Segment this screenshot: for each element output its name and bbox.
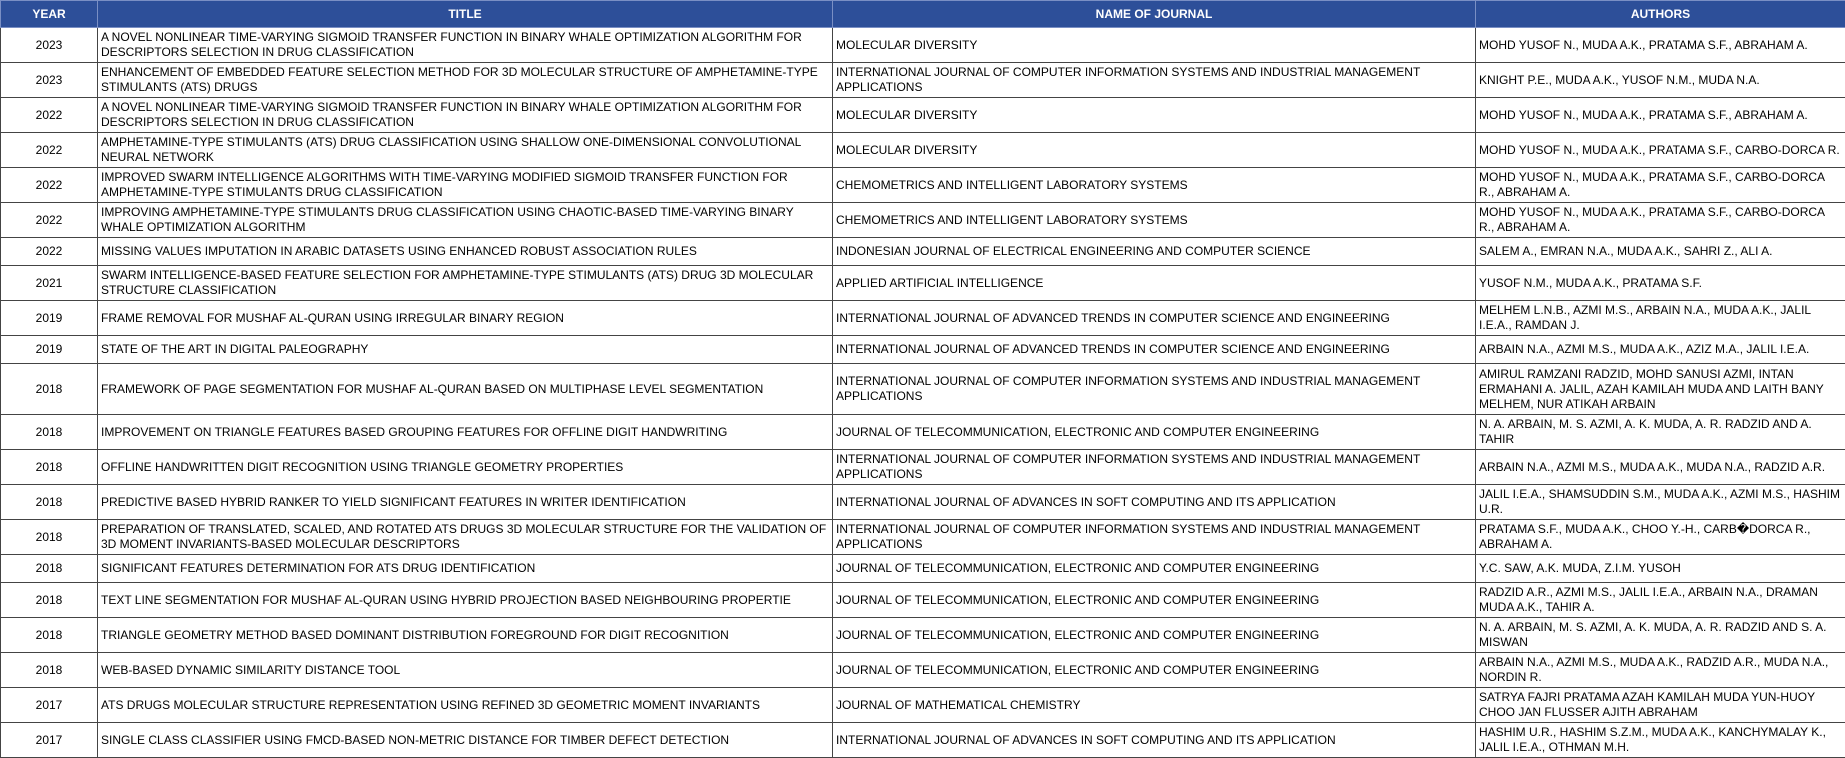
cell-title: SIGNIFICANT FEATURES DETERMINATION FOR ATS DRUG IDENTIFICATION [98,555,833,583]
cell-year: 2018 [1,653,98,688]
cell-authors: ARBAIN N.A., AZMI M.S., MUDA A.K., AZIZ M.A., JALIL I.E.A. [1476,336,1845,364]
cell-title: MISSING VALUES IMPUTATION IN ARABIC DATASETS USING ENHANCED ROBUST ASSOCIATION RULES [98,238,833,266]
cell-authors: AMIRUL RAMZANI RADZID, MOHD SANUSI AZMI, INTAN ERMAHANI A. JALIL, AZAH KAMILAH MUDA AND LAITH BANY MELHEM, NUR ATIKAH ARBAIN [1476,364,1845,415]
cell-title: TEXT LINE SEGMENTATION FOR MUSHAF AL-QURAN USING HYBRID PROJECTION BASED NEIGHBOURING PROPERTIE [98,583,833,618]
cell-title: IMPROVEMENT ON TRIANGLE FEATURES BASED GROUPING FEATURES FOR OFFLINE DIGIT HANDWRITING [98,415,833,450]
cell-journal: CHEMOMETRICS AND INTELLIGENT LABORATORY SYSTEMS [833,168,1476,203]
cell-journal: INTERNATIONAL JOURNAL OF COMPUTER INFORMATION SYSTEMS AND INDUSTRIAL MANAGEMENT APPLICATIONS [833,450,1476,485]
cell-title: IMPROVING AMPHETAMINE-TYPE STIMULANTS DRUG CLASSIFICATION USING CHAOTIC-BASED TIME-VARYING BINARY WHALE OPTIMIZATION ALGORITHM [98,203,833,238]
cell-year: 2018 [1,618,98,653]
cell-year: 2018 [1,520,98,555]
cell-title: OFFLINE HANDWRITTEN DIGIT RECOGNITION USING TRIANGLE GEOMETRY PROPERTIES [98,450,833,485]
cell-year: 2018 [1,364,98,415]
cell-title: AMPHETAMINE-TYPE STIMULANTS (ATS) DRUG CLASSIFICATION USING SHALLOW ONE-DIMENSIONAL CONVOLUTIONAL NEURAL NETWORK [98,133,833,168]
cell-journal: APPLIED ARTIFICIAL INTELLIGENCE [833,266,1476,301]
cell-journal: MOLECULAR DIVERSITY [833,98,1476,133]
table-row [1,723,1845,758]
cell-title: ATS DRUGS MOLECULAR STRUCTURE REPRESENTATION USING REFINED 3D GEOMETRIC MOMENT INVARIANTS [98,688,833,723]
cell-authors: N. A. ARBAIN, M. S. AZMI, A. K. MUDA, A. R. RADZID AND S. A. MISWAN [1476,618,1845,653]
table-row [1,555,1845,583]
cell-year: 2022 [1,98,98,133]
cell-title: A NOVEL NONLINEAR TIME-VARYING SIGMOID TRANSFER FUNCTION IN BINARY WHALE OPTIMIZATION ALGORITHM FOR DESCRIPTORS SELECTION IN DRUG CLASSIFICATION [98,28,833,63]
cell-authors: HASHIM U.R., HASHIM S.Z.M., MUDA A.K., KANCHYMALAY K., JALIL I.E.A., OTHMAN M.H. [1476,723,1845,758]
cell-year: 2022 [1,203,98,238]
cell-journal: JOURNAL OF MATHEMATICAL CHEMISTRY [833,688,1476,723]
table-row [1,450,1845,485]
cell-title: TRIANGLE GEOMETRY METHOD BASED DOMINANT DISTRIBUTION FOREGROUND FOR DIGIT RECOGNITION [98,618,833,653]
cell-authors: PRATAMA S.F., MUDA A.K., CHOO Y.-H., CARB�DORCA R., ABRAHAM A. [1476,520,1845,555]
cell-title: WEB-BASED DYNAMIC SIMILARITY DISTANCE TOOL [98,653,833,688]
cell-title: SINGLE CLASS CLASSIFIER USING FMCD-BASED NON-METRIC DISTANCE FOR TIMBER DEFECT DETECTION [98,723,833,758]
cell-year: 2017 [1,688,98,723]
cell-journal: JOURNAL OF TELECOMMUNICATION, ELECTRONIC AND COMPUTER ENGINEERING [833,653,1476,688]
table-row [1,583,1845,618]
cell-title: A NOVEL NONLINEAR TIME-VARYING SIGMOID TRANSFER FUNCTION IN BINARY WHALE OPTIMIZATION ALGORITHM FOR DESCRIPTORS SELECTION IN DRUG CLASSIFICATION [98,98,833,133]
cell-journal: JOURNAL OF TELECOMMUNICATION, ELECTRONIC AND COMPUTER ENGINEERING [833,555,1476,583]
header-journal[interactable]: NAME OF JOURNAL [833,1,1476,28]
table-row [1,364,1845,415]
table-row [1,266,1845,301]
cell-authors: SALEM A., EMRAN N.A., MUDA A.K., SAHRI Z., ALI A. [1476,238,1845,266]
table-row [1,63,1845,98]
header-row [1,1,1845,28]
table-row [1,415,1845,450]
cell-authors: ARBAIN N.A., AZMI M.S., MUDA A.K., MUDA N.A., RADZID A.R. [1476,450,1845,485]
cell-journal: INTERNATIONAL JOURNAL OF ADVANCES IN SOFT COMPUTING AND ITS APPLICATION [833,723,1476,758]
cell-year: 2018 [1,415,98,450]
table-row [1,688,1845,723]
cell-year: 2018 [1,485,98,520]
cell-journal: INTERNATIONAL JOURNAL OF ADVANCES IN SOFT COMPUTING AND ITS APPLICATION [833,485,1476,520]
cell-title: SWARM INTELLIGENCE-BASED FEATURE SELECTION FOR AMPHETAMINE-TYPE STIMULANTS (ATS) DRUG 3D MOLECULAR STRUCTURE CLASSIFICATION [98,266,833,301]
cell-year: 2023 [1,63,98,98]
cell-year: 2019 [1,336,98,364]
cell-title: STATE OF THE ART IN DIGITAL PALEOGRAPHY [98,336,833,364]
cell-year: 2017 [1,723,98,758]
cell-title: IMPROVED SWARM INTELLIGENCE ALGORITHMS WITH TIME-VARYING MODIFIED SIGMOID TRANSFER FUNCTION FOR AMPHETAMINE-TYPE STIMULANTS DRUG CLASSIFICATION [98,168,833,203]
table-row [1,238,1845,266]
cell-authors: YUSOF N.M., MUDA A.K., PRATAMA S.F. [1476,266,1845,301]
cell-journal: INTERNATIONAL JOURNAL OF COMPUTER INFORMATION SYSTEMS AND INDUSTRIAL MANAGEMENT APPLICATIONS [833,63,1476,98]
table-row [1,133,1845,168]
cell-journal: JOURNAL OF TELECOMMUNICATION, ELECTRONIC AND COMPUTER ENGINEERING [833,618,1476,653]
cell-authors: SATRYA FAJRI PRATAMA AZAH KAMILAH MUDA YUN-HUOY CHOO JAN FLUSSER AJITH ABRAHAM [1476,688,1845,723]
cell-year: 2022 [1,238,98,266]
cell-authors: N. A. ARBAIN, M. S. AZMI, A. K. MUDA, A. R. RADZID AND A. TAHIR [1476,415,1845,450]
header-authors[interactable]: AUTHORS [1476,1,1845,28]
cell-authors: Y.C. SAW, A.K. MUDA, Z.I.M. YUSOH [1476,555,1845,583]
table-row [1,301,1845,336]
cell-journal: CHEMOMETRICS AND INTELLIGENT LABORATORY SYSTEMS [833,203,1476,238]
table-row [1,618,1845,653]
cell-authors: MOHD YUSOF N., MUDA A.K., PRATAMA S.F., ABRAHAM A. [1476,28,1845,63]
cell-title: FRAMEWORK OF PAGE SEGMENTATION FOR MUSHAF AL-QURAN BASED ON MULTIPHASE LEVEL SEGMENTATION [98,364,833,415]
cell-authors: MOHD YUSOF N., MUDA A.K., PRATAMA S.F., CARBO-DORCA R. [1476,133,1845,168]
cell-journal: JOURNAL OF TELECOMMUNICATION, ELECTRONIC AND COMPUTER ENGINEERING [833,583,1476,618]
cell-authors: MELHEM L.N.B., AZMI M.S., ARBAIN N.A., MUDA A.K., JALIL I.E.A., RAMDAN J. [1476,301,1845,336]
cell-journal: INTERNATIONAL JOURNAL OF COMPUTER INFORMATION SYSTEMS AND INDUSTRIAL MANAGEMENT APPLICATIONS [833,364,1476,415]
cell-year: 2019 [1,301,98,336]
cell-authors: MOHD YUSOF N., MUDA A.K., PRATAMA S.F., ABRAHAM A. [1476,98,1845,133]
cell-authors: MOHD YUSOF N., MUDA A.K., PRATAMA S.F., CARBO-DORCA R., ABRAHAM A. [1476,168,1845,203]
table-row [1,336,1845,364]
cell-authors: JALIL I.E.A., SHAMSUDDIN S.M., MUDA A.K., AZMI M.S., HASHIM U.R. [1476,485,1845,520]
cell-authors: ARBAIN N.A., AZMI M.S., MUDA A.K., RADZID A.R., MUDA N.A., NORDIN R. [1476,653,1845,688]
cell-title: ENHANCEMENT OF EMBEDDED FEATURE SELECTION METHOD FOR 3D MOLECULAR STRUCTURE OF AMPHETAMINE-TYPE STIMULANTS (ATS) DRUGS [98,63,833,98]
cell-journal: INTERNATIONAL JOURNAL OF ADVANCED TRENDS IN COMPUTER SCIENCE AND ENGINEERING [833,336,1476,364]
cell-title: FRAME REMOVAL FOR MUSHAF AL-QURAN USING IRREGULAR BINARY REGION [98,301,833,336]
cell-journal: INDONESIAN JOURNAL OF ELECTRICAL ENGINEERING AND COMPUTER SCIENCE [833,238,1476,266]
cell-authors: MOHD YUSOF N., MUDA A.K., PRATAMA S.F., CARBO-DORCA R., ABRAHAM A. [1476,203,1845,238]
cell-title: PREPARATION OF TRANSLATED, SCALED, AND ROTATED ATS DRUGS 3D MOLECULAR STRUCTURE FOR THE VALIDATION OF 3D MOMENT INVARIANTS-BASED MOLECULAR DESCRIPTORS [98,520,833,555]
header-title[interactable]: TITLE [98,1,833,28]
table-row [1,28,1845,63]
cell-year: 2022 [1,168,98,203]
cell-year: 2021 [1,266,98,301]
cell-journal: JOURNAL OF TELECOMMUNICATION, ELECTRONIC AND COMPUTER ENGINEERING [833,415,1476,450]
cell-journal: MOLECULAR DIVERSITY [833,133,1476,168]
table-row [1,653,1845,688]
table-row [1,203,1845,238]
cell-authors: RADZID A.R., AZMI M.S., JALIL I.E.A., ARBAIN N.A., DRAMAN MUDA A.K., TAHIR A. [1476,583,1845,618]
cell-journal: MOLECULAR DIVERSITY [833,28,1476,63]
cell-journal: INTERNATIONAL JOURNAL OF ADVANCED TRENDS IN COMPUTER SCIENCE AND ENGINEERING [833,301,1476,336]
table-row [1,520,1845,555]
table-row [1,485,1845,520]
cell-year: 2023 [1,28,98,63]
cell-year: 2018 [1,555,98,583]
cell-authors: KNIGHT P.E., MUDA A.K., YUSOF N.M., MUDA N.A. [1476,63,1845,98]
header-year[interactable]: YEAR [1,1,98,28]
cell-title: PREDICTIVE BASED HYBRID RANKER TO YIELD SIGNIFICANT FEATURES IN WRITER IDENTIFICATION [98,485,833,520]
cell-year: 2022 [1,133,98,168]
table-row [1,168,1845,203]
cell-journal: INTERNATIONAL JOURNAL OF COMPUTER INFORMATION SYSTEMS AND INDUSTRIAL MANAGEMENT APPLICATIONS [833,520,1476,555]
cell-year: 2018 [1,583,98,618]
table-row [1,98,1845,133]
cell-year: 2018 [1,450,98,485]
